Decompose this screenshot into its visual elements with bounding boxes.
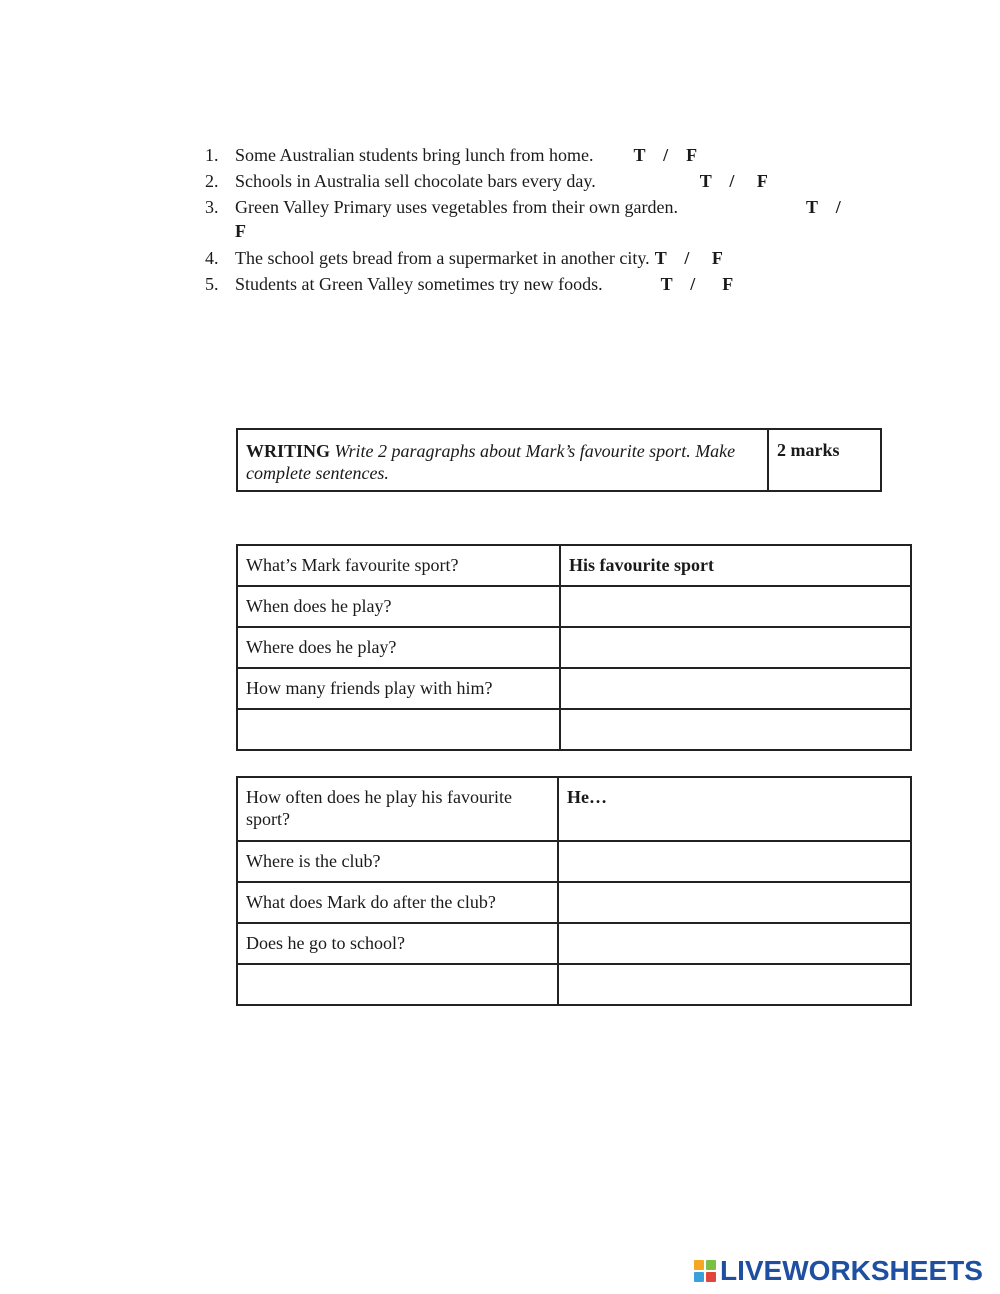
item-number: 2. [205, 171, 219, 191]
item-number: 5. [205, 274, 219, 294]
answer-cell[interactable] [558, 964, 911, 1005]
true-false-choice[interactable]: T / F [654, 248, 723, 268]
list-item [205, 195, 841, 219]
table-row [237, 777, 911, 841]
item-number: 4. [205, 248, 219, 268]
true-false-choice[interactable]: T / F [633, 145, 698, 165]
question-cell: What does Mark do after the club? [237, 882, 558, 923]
answer-cell[interactable] [560, 627, 911, 668]
question-cell [237, 709, 560, 750]
question-cell: What’s Mark favourite sport? [237, 545, 560, 586]
statement-text: Students at Green Valley sometimes try new foods. [235, 274, 603, 294]
table-row [237, 586, 911, 627]
question-cell [237, 964, 558, 1005]
answer-cell[interactable] [558, 923, 911, 964]
logo-tile [706, 1272, 716, 1282]
answer-cell[interactable] [558, 882, 911, 923]
question-cell: When does he play? [237, 586, 560, 627]
liveworksheets-logo-icon [694, 1260, 716, 1282]
answer-cell[interactable] [560, 668, 911, 709]
item-number: 1. [205, 145, 219, 165]
logo-tile [694, 1272, 704, 1282]
marks-label: 2 marks [777, 440, 840, 460]
question-cell: Where does he play? [237, 627, 560, 668]
club-questions-table [236, 776, 912, 1006]
writing-task-box [236, 428, 882, 492]
writing-instruction: Write 2 paragraphs about Mark’s favourite sport. Make complete sentences. [246, 441, 736, 483]
statement-text: Schools in Australia sell chocolate bars every day. [235, 171, 596, 191]
statement-text: Green Valley Primary uses vegetables from their own garden. [235, 197, 679, 217]
answer-cell[interactable] [560, 709, 911, 750]
logo-tile [694, 1260, 704, 1270]
true-false-choice[interactable]: T / [806, 197, 841, 217]
table-row [237, 545, 911, 586]
list-item [205, 169, 768, 193]
table-row [237, 923, 911, 964]
question-cell: Does he go to school? [237, 923, 558, 964]
sport-questions-table [236, 544, 912, 751]
table-row [237, 709, 911, 750]
list-item [205, 272, 733, 296]
true-false-choice[interactable]: T / F [699, 171, 768, 191]
answer-cell[interactable]: His favourite sport [560, 545, 911, 586]
true-false-choice[interactable]: T / F [660, 274, 734, 294]
answer-cell[interactable] [558, 841, 911, 882]
logo-tile [706, 1260, 716, 1270]
writing-instructions [238, 430, 769, 490]
table-row [237, 627, 911, 668]
question-cell: How often does he play his favourite sport? [237, 777, 558, 841]
table-row [237, 668, 911, 709]
statement-text: Some Australian students bring lunch from home. [235, 145, 594, 165]
answer-cell[interactable]: He… [558, 777, 911, 841]
table-row [237, 841, 911, 882]
liveworksheets-logo[interactable] [694, 1255, 983, 1287]
statement-text: The school gets bread from a supermarket in another city. [235, 248, 650, 268]
table-row [237, 882, 911, 923]
logo-text: LIVEWORKSHEETS [720, 1255, 983, 1286]
writing-heading: WRITING [246, 441, 331, 461]
question-cell: How many friends play with him? [237, 668, 560, 709]
list-item [205, 143, 697, 167]
question-cell: Where is the club? [237, 841, 558, 882]
answer-cell[interactable] [560, 586, 911, 627]
list-item [205, 246, 723, 270]
table-row [237, 964, 911, 1005]
true-false-wrap[interactable]: F [235, 221, 246, 241]
item-number: 3. [205, 197, 219, 217]
